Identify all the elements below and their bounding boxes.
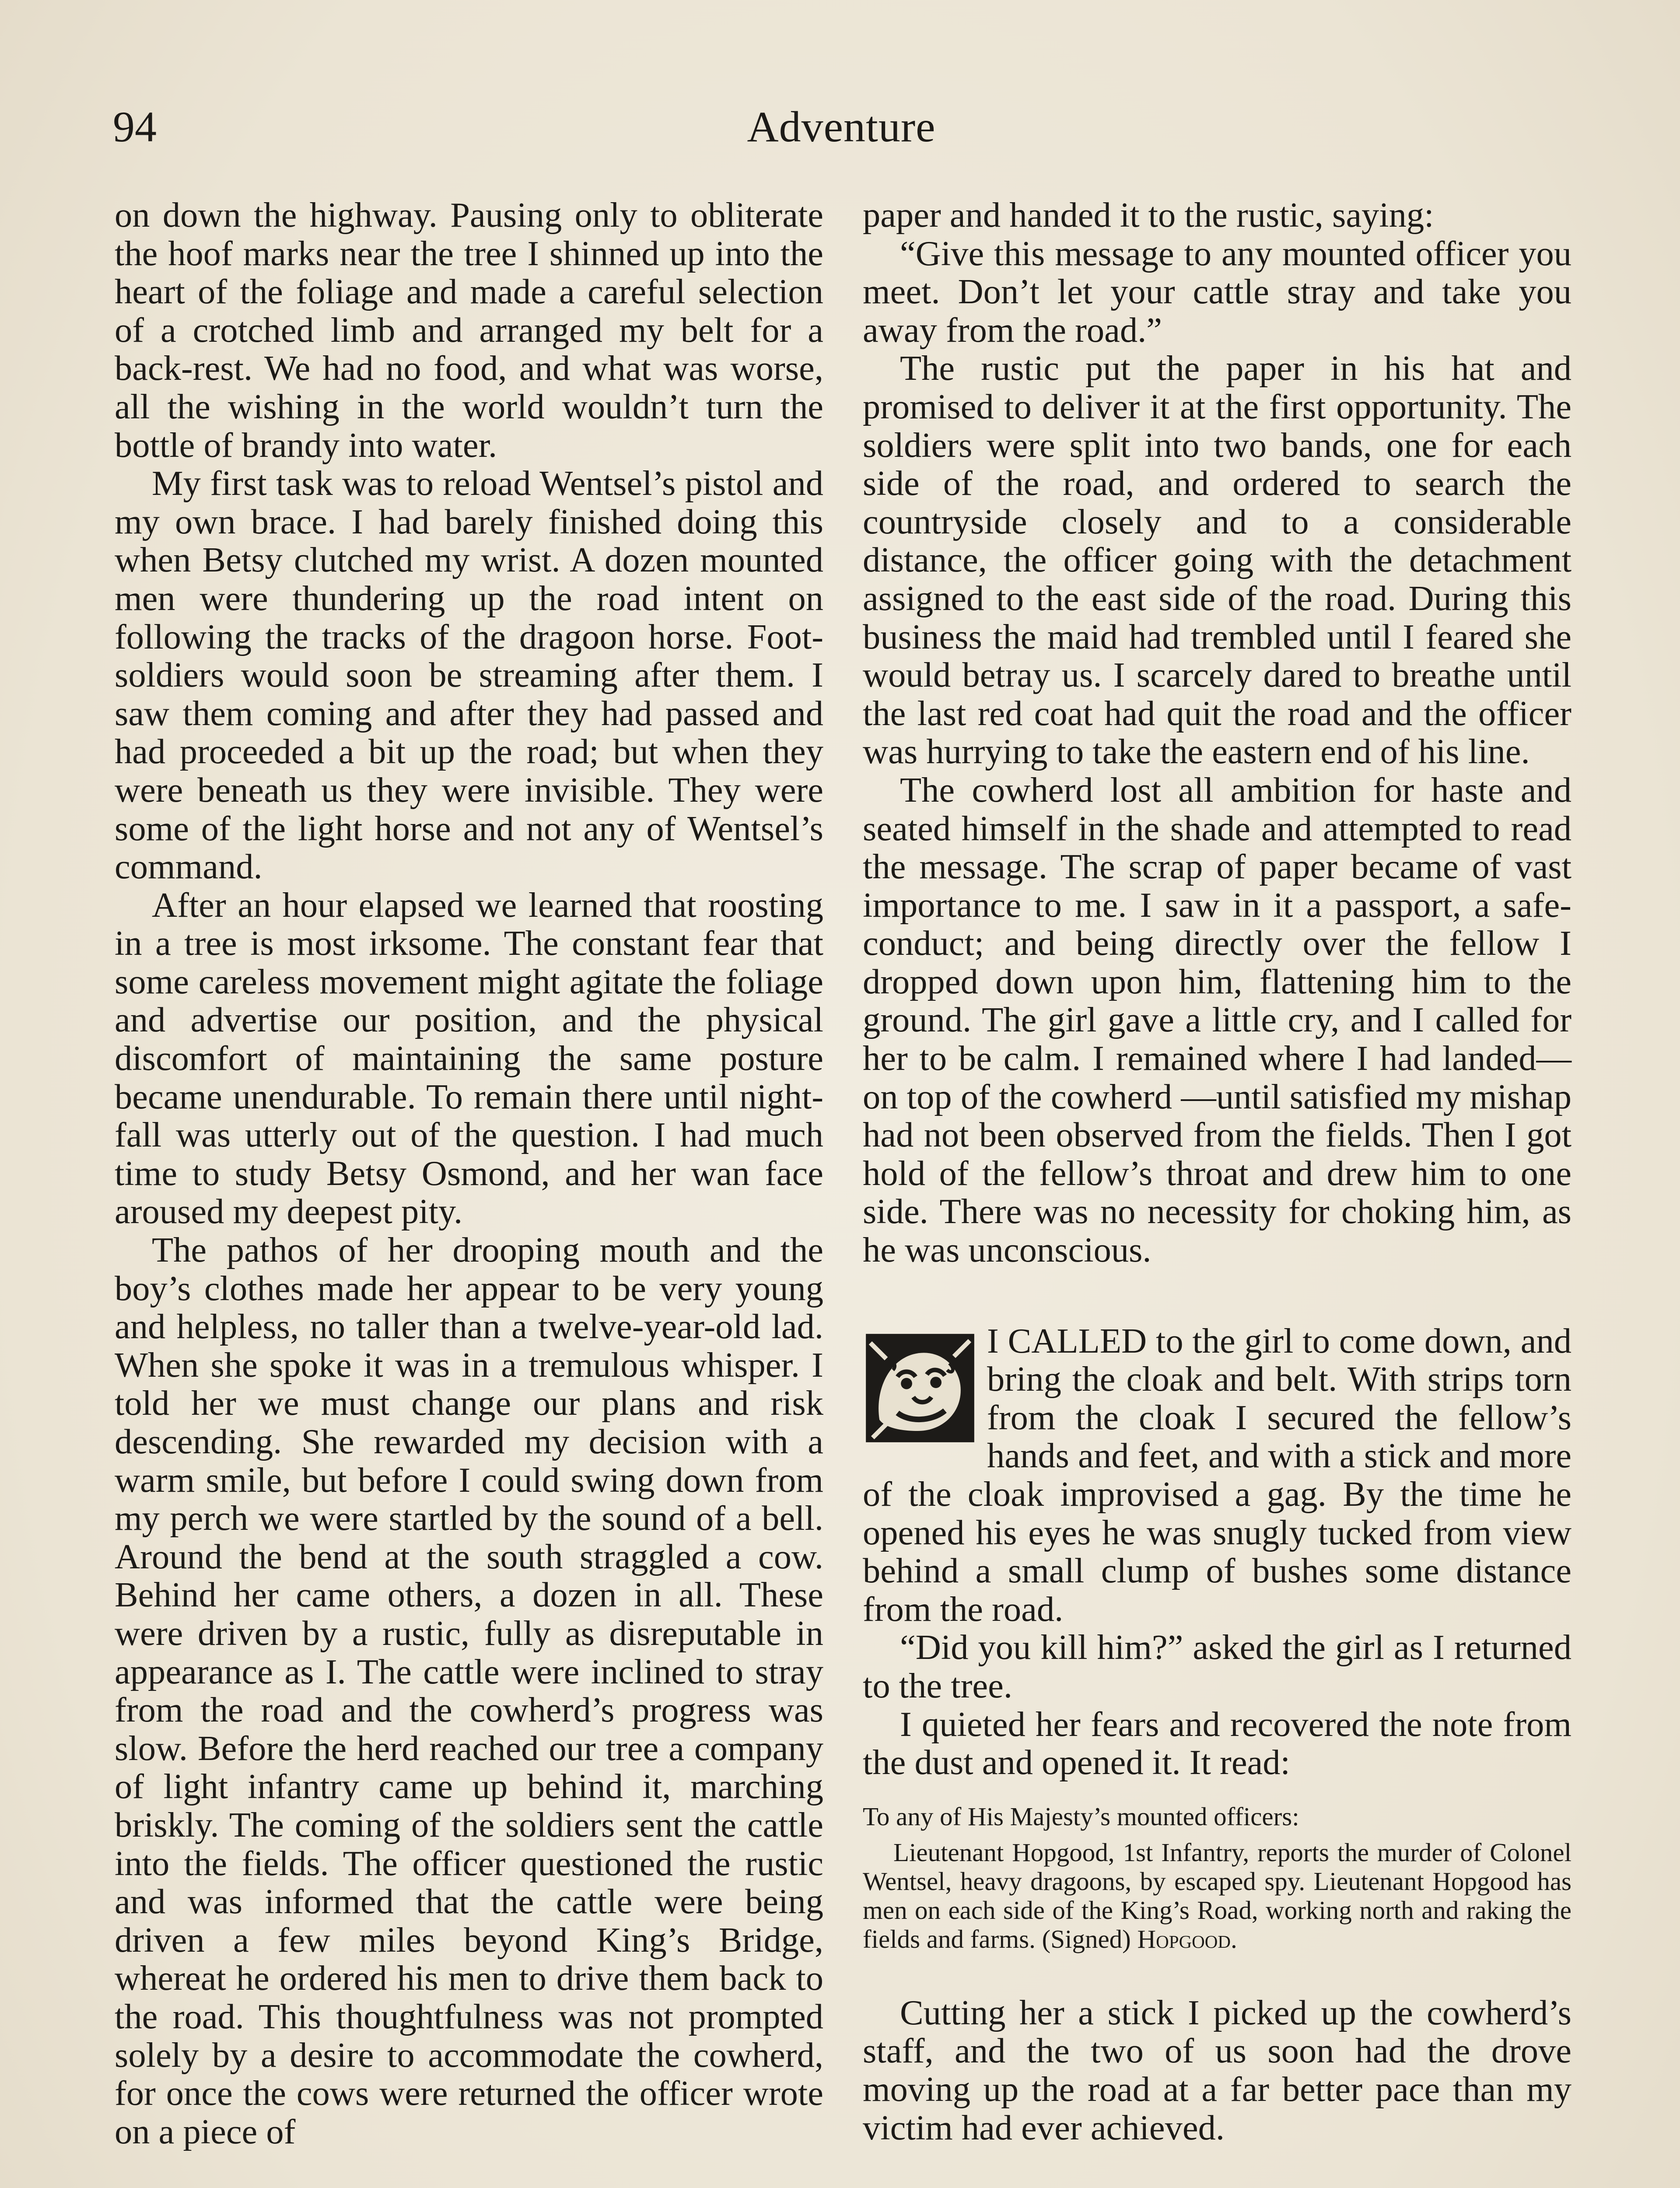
paragraph: I CALLED to the girl to come down, and bring the cloak and belt. With strips torn from the cloak I secured the fellow’s hands and feet, and with a stick and more of the cloak improvised a gag. By the time he opened his eyes he was snugly tucked from view behind a small clump of bushes some distance from the road. xyxy=(863,1321,1572,1629)
note-body-text: Lieutenant Hopgood, 1st Infantry, reports the murder of Colonel Wentsel, heavy dragoons, by escaped spy. Lieutenant Hopgood has men on each side of the King’s Road, working north and raking the fields and farms. (Signed) xyxy=(863,1837,1572,1953)
running-title: Adventure xyxy=(747,102,936,151)
note-body xyxy=(863,1838,1572,1953)
paragraph: on down the highway. Pausing only to obliterate the hoof marks near the tree I shinned up into the heart of the foliage and made a careful selection of a crotched limb and arranged my belt for a back-rest. We had no food, and what was worse, all the wishing in the world wouldn’t turn the bottle of brandy into water. xyxy=(115,196,823,465)
page-header xyxy=(113,98,1570,164)
section-break xyxy=(863,1269,1572,1322)
paragraph: My first task was to reload Wentsel’s pistol and my own brace. I had barely finished doing this when Betsy clutched my wrist. A dozen mounted men were thundering up the road intent on following the tracks of the dragoon horse. Foot-soldiers would soon be streaming after them. I saw them coming and after they had passed and had proceeded a bit up the road; but when they were beneath us they were invisible. They were some of the light horse and not any of Wentsel’s command. xyxy=(115,464,823,887)
paragraph: paper and handed it to the rustic, saying: xyxy=(863,196,1434,235)
quoted-note xyxy=(863,1802,1572,1953)
note-signature: Hopgood. xyxy=(1137,1924,1237,1953)
decorative-woodcut-dropcap-icon xyxy=(863,1332,977,1445)
right-column xyxy=(863,196,1572,2147)
paragraph: The cowherd lost all ambition for haste and seated himself in the shade and attempted to read the message. The scrap of paper became of vast importance to me. I saw in it a passport, a safe-conduct; and being directly over the fellow I dropped down upon him, flattening him to the ground. The girl gave a little cry, and I called for her to be calm. I remained where I had landed—on top of the cowherd —until satisfied my mishap had not been observed from the fields. Then I got hold of the fellow’s throat and drew him to one side. There was no necessity for choking him, as he was unconscious. xyxy=(863,770,1572,1270)
paragraph: Cutting her a stick I picked up the cowherd’s staff, and the two of us soon had the drove moving up the road at a far better pace than my victim had ever achieved. xyxy=(863,1993,1572,2147)
section-opening xyxy=(863,1322,1572,1629)
left-column xyxy=(115,196,823,2151)
note-heading: To any of His Majesty’s mounted officers: xyxy=(863,1802,1299,1831)
paragraph: The pathos of her drooping mouth and the boy’s clothes made her appear to be very young and helpless, no taller than a twelve-year-old lad. When she spoke it was in a tremulous whisper. I told her we must change our plans and risk descending. She rewarded my decision with a warm smile, but before I could swing down from my perch we were startled by the sound of a bell. Around the bend at the south straggled a cow. Behind her came others, a dozen in all. These were driven by a rustic, fully as disreputable in appearance as I. The cattle were inclined to stray from the road and the cowherd’s progress was slow. Before the herd reached our tree a company of light infantry came up behind it, marching briskly. The coming of the soldiers sent the cattle into the fields. The officer questioned the rustic and was informed that the cattle were being driven a few miles beyond King’s Bridge, whereat he ordered his men to drive them back to the road. This thoughtfulness was not prompted solely by a desire to accommodate the cowherd, for once the cows were returned the officer wrote on a piece of xyxy=(115,1231,823,2151)
paragraph: After an hour elapsed we learned that roosting in a tree is most irksome. The constant fear that some careless movement might agitate the foliage and advertise our position, and the physical discomfort of maintaining the same posture became unendurable. To remain there until nightfall was utterly out of the question. I had much time to study Betsy Osmond, and her wan face aroused my deepest pity. xyxy=(115,885,823,1231)
paragraph: “Did you kill him?” asked the girl as I returned to the tree. xyxy=(863,1628,1572,1705)
paragraph: “Give this message to any mounted officer you meet. Don’t let your cattle stray and take you away from the road.” xyxy=(863,234,1572,350)
paragraph: The rustic put the paper in his hat and promised to deliver it at the first opportunity. The soldiers were split into two bands, one for each side of the road, and ordered to search the countryside closely and to a considerable distance, the officer going with the detachment assigned to the east side of the road. During this business the maid had trembled until I feared she would betray us. I scarcely dared to breathe until the last red coat had quit the road and the officer was hurrying to take the eastern end of his line. xyxy=(863,349,1572,771)
page-number: 94 xyxy=(113,102,157,151)
paragraph: I quieted her fears and recovered the note from the dust and opened it. It read: xyxy=(863,1704,1572,1782)
